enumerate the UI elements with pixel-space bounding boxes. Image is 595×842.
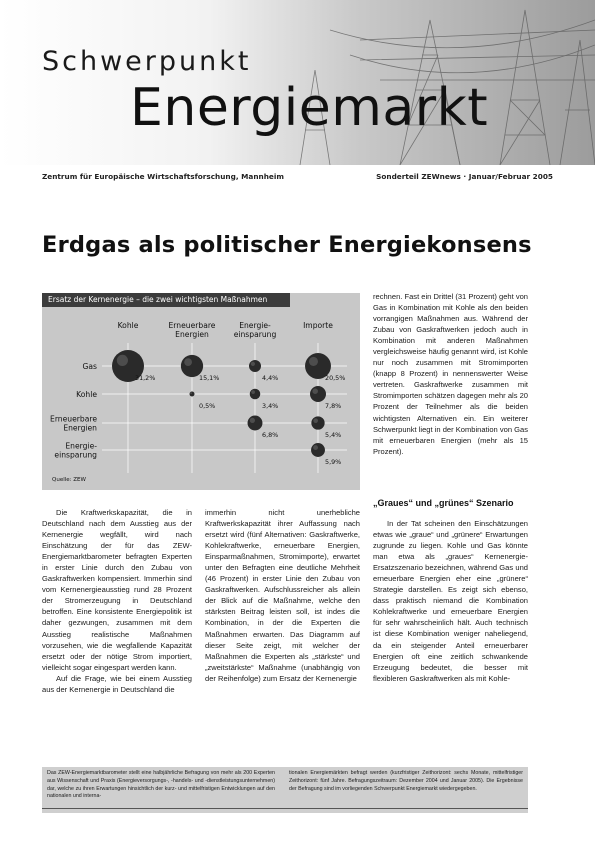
bubble-highlight (250, 418, 255, 423)
bubble-chart (42, 293, 360, 490)
bubble-highlight (117, 355, 128, 366)
issue-line: Sonderteil ZEWnews · Januar/Februar 2005 (376, 172, 553, 181)
section-title: Energiemarkt (130, 78, 489, 138)
value-label: 0,5% (199, 402, 216, 410)
bubble-point (248, 416, 263, 431)
bubble-point (190, 392, 195, 397)
column-label: Importe (303, 321, 333, 330)
bubble-highlight (312, 388, 318, 394)
chart-source: Quelle: ZEW (52, 477, 86, 483)
column-label: Kohle (117, 321, 139, 330)
value-label: 31,2% (135, 374, 156, 382)
bubble-point (250, 389, 261, 400)
column-3-top (373, 291, 528, 457)
bubble-highlight (313, 418, 318, 423)
value-label: 15,1% (199, 374, 220, 382)
info-box-right: tionalen Energiemärkten befragt werden (kurzfristiger Zeithorizont: sechs Monate, mittelfristiger Zeithorizont: fünf Jahre. Befragungszeitraum: Dezember 2004 und Januar 2005). Die Ergebnisse der Befragung sind im vorliegenden Schwerpunkt Energiemarkt wiedergegeben. (289, 770, 523, 792)
column-2 (205, 507, 360, 684)
bubble-highlight (313, 445, 318, 450)
value-label: 20,5% (325, 374, 346, 382)
value-label: 3,4% (262, 402, 279, 410)
value-label: 5,9% (325, 458, 342, 466)
paragraph: In der Tat scheinen den Einschätzungen etwas wie „graue“ und „grünere“ Erwartungen zugrunde zu liegen. Kohle und Gas könnte man etwa als „graues“ Kernenergie-Ersatzszenario bezeichnen, während Gas und erneuerbare Energien eher eine „grünere“ Strategie darstellen. Es zeigt sich ebenso, dass praktisch niemand die Kombination Kohlekraftwerke und erneuerbare Energien für sehr wahrscheinlich hält. Auch technisch ist diese Kombination weniger naheliegend, da ein steigender Anteil erneuerbarer Energien oft eine zeitlich schwankende Erzeugung bedeutet, die besser mit flexibleren Gaskraftwerken als mit Kohle- (373, 519, 528, 683)
bubble-point (249, 360, 261, 372)
value-label: 7,8% (325, 402, 342, 410)
bubble-point (311, 443, 325, 457)
paragraph: Auf die Frage, wie bei einem Ausstieg aus der Kernenergie in Deutschland die (42, 673, 192, 694)
bubble-highlight (184, 358, 192, 366)
bubble-point (310, 386, 326, 402)
value-label: 6,8% (262, 431, 279, 439)
paragraph: rechnen. Fast ein Drittel (31 Prozent) geht von Gas in Kombination mit Kohle als den beiden vorrangigen Maßnahmen aus. Während der Zubau von Gaskraftwerken jedoch auch in Kombination mit anderen Maßnahmen vergleichsweise häufig genannt wird, ist Kohle nur noch zusammen mit Stromimporten (knapp 8 Prozent) in nennenswerter Weise vertreten. Gaskraftwerke zusammen mit Stromimporten schätzen dagegen mehr als 20 Prozent der Teilnehmer als die beiden wichtigsten Alternativen ein. Ein weiterer Schwerpunkt liegt in der Kombination von Gas mit erneuerbaren Energien (mehr als 15 Prozent). (373, 292, 528, 456)
row-label: Kohle (76, 390, 97, 399)
column-3 (373, 518, 528, 684)
bubble-highlight (251, 362, 255, 366)
footer-rule (42, 808, 528, 809)
row-label: Gas (82, 362, 97, 371)
article-headline: Erdgas als politischer Energiekonsens (42, 232, 532, 258)
subheading: „Graues“ und „grünes“ Szenario (373, 498, 514, 508)
bubble-point (311, 416, 324, 429)
bubble-highlight (190, 392, 192, 394)
column-label: Energie-einsparung (233, 321, 277, 339)
paragraph: Die Kraftwerkskapazität, die in Deutschland nach dem Ausstieg aus der Kernenergie wegfällt, wird nach Einschätzung der für das ZEW-Energiemarktbarometer befragten Experten in erster Linie durch den Zubau von Gaskraftwerken kompensiert. Immerhin sind vom Kernenergieausstieg rund 28 Prozent der Stromerzeugung in Deutschland betroffen. Eine konsistente Energiepolitik ist daher gezwungen, zusammen mit dem Ausstieg realistische Maßnahmen vorzusehen, wie die wegfallende Kapazität ersetzt oder der nötige Strom importiert, vielleicht sogar eingespart werden kann. (42, 508, 192, 672)
bubble-highlight (309, 357, 318, 366)
column-1 (42, 507, 192, 695)
paragraph: immerhin nicht unerhebliche Kraftwerkskapazität ihrer Auffassung nach ersetzt wird (fünf Alternativen: Gaskraftwerke, Kohlekraftwerke, erneuerbare Energien, Einsparmaßnahmen, Stromimporte), erwartet unter den Befragten eine deutliche Mehrheit (46 Prozent) in erster Linie den Zubau von Gaskraftwerken. Aufschlussreicher als allein der Blick auf die Maßnahme, welche den stärksten Beitrag leisten soll, ist indes die Kombination, in der die Experten die Maßnahmen erwarten. Das Diagramm auf dieser Seite zeigt, mit welcher der Maßnahmen die Experten als „stärkste“ und „zweitstärkste“ Maßnahme (unabhängig von der Reihenfolge) zum Ersatz der Kernenergie (205, 508, 360, 683)
value-label: 5,4% (325, 431, 342, 439)
bubble-highlight (251, 390, 255, 394)
column-label: Erneuerbare Energien (168, 321, 216, 339)
section-kicker: Schwerpunkt (42, 46, 252, 77)
row-label: Erneuerbare Energien (50, 414, 97, 433)
info-box-left: Das ZEW-Energiemarktbarometer stellt eine halbjährliche Befragung von mehr als 200 Experten aus Wissenschaft und Praxis (Energieversorgungs-, -handels- und -dienstleistungsunternehmen) dar, welche zu ihren Erwartungen hinsichtlich der kurz- und mittelfristigen Entwicklungen auf den nationalen und interna- (47, 770, 275, 800)
row-label: Energie-einsparung (54, 441, 97, 460)
chart-title: Ersatz der Kernenergie – die zwei wichtigsten Maßnahmen (42, 293, 290, 307)
publisher-line: Zentrum für Europäische Wirtschaftsforschung, Mannheim (42, 172, 284, 181)
value-label: 4,4% (262, 374, 279, 382)
